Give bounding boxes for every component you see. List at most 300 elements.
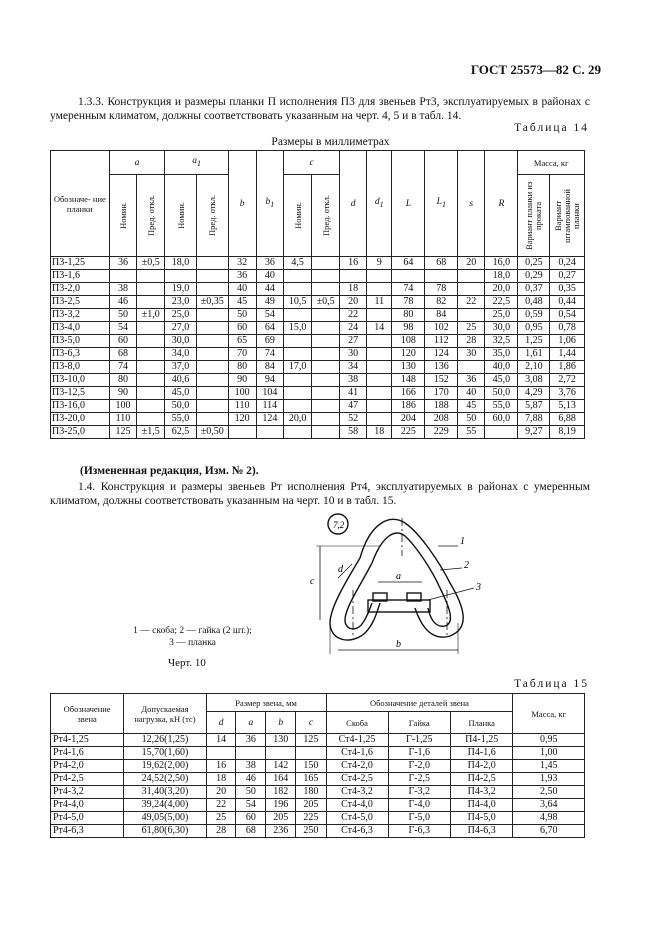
- cell-a1_dev: [196, 257, 228, 270]
- cell-a1_dev: [196, 400, 228, 413]
- cell-b: 50: [228, 309, 256, 322]
- table-15: [50, 693, 585, 838]
- cell-load: 12,26(1,25): [124, 734, 206, 747]
- cell-pl: П4-6,3: [450, 825, 512, 838]
- cell-a1: 18,0: [165, 257, 196, 270]
- cell-d: 38: [340, 374, 367, 387]
- cell-a1_dev: [196, 348, 228, 361]
- cell-a1: 45,0: [165, 387, 196, 400]
- cell-L: 130: [392, 361, 425, 374]
- cell-d1: [367, 361, 392, 374]
- cell-br: Ст4-2,0: [326, 760, 388, 773]
- table-row: [51, 413, 585, 426]
- cell-m: 4,98: [513, 812, 585, 825]
- cell-L: 166: [392, 387, 425, 400]
- cell-b: 130: [266, 734, 296, 747]
- cell-b1: [256, 426, 284, 439]
- cell-m: 0,95: [513, 734, 585, 747]
- mass-var2-header: Вариант штампованной планки: [550, 175, 585, 257]
- cell-b: 45: [228, 296, 256, 309]
- cell-a_dev: [137, 348, 165, 361]
- table-row: [51, 374, 585, 387]
- cell-b1: 49: [256, 296, 284, 309]
- cell-a1_dev: [196, 374, 228, 387]
- cell-L: 78: [392, 296, 425, 309]
- cell-d: 30: [340, 348, 367, 361]
- cell-b: 65: [228, 335, 256, 348]
- dim-a-label: a: [396, 571, 401, 582]
- cell-L1: 208: [425, 413, 458, 426]
- cell-a: 50: [109, 309, 137, 322]
- cell-c: 250: [296, 825, 326, 838]
- a-dev-header: Пред. откл.: [137, 175, 165, 257]
- cell-s: 40: [458, 387, 485, 400]
- table-row: [51, 799, 585, 812]
- cell-a: 68: [236, 825, 266, 838]
- table-row: [51, 825, 585, 838]
- col-designation-header: Обозначе- ние планки: [51, 151, 110, 257]
- cell-d1: [367, 309, 392, 322]
- cell-c_dev: [312, 361, 340, 374]
- col-c-header: c: [284, 151, 340, 175]
- cell-d: 25: [206, 812, 236, 825]
- cell-a: 36: [236, 734, 266, 747]
- cell-d1: 18: [367, 426, 392, 439]
- cell-name: П3-8,0: [51, 361, 110, 374]
- cell-m2: 0,54: [550, 309, 585, 322]
- cell-c_dev: [312, 283, 340, 296]
- cell-c: [284, 400, 312, 413]
- cell-b1: 104: [256, 387, 284, 400]
- cell-a: 54: [109, 322, 137, 335]
- cell-c: [284, 426, 312, 439]
- cell-br: Ст4-4,0: [326, 799, 388, 812]
- cell-R: 25,0: [485, 309, 518, 322]
- table-row: [51, 309, 585, 322]
- cell-m1: 0,37: [518, 283, 550, 296]
- cell-s: [458, 283, 485, 296]
- callout-1: 1: [460, 536, 465, 547]
- table-row: [51, 361, 585, 374]
- cell-L1: 188: [425, 400, 458, 413]
- cell-s: 25: [458, 322, 485, 335]
- cell-m1: 2,10: [518, 361, 550, 374]
- cell-a: 38: [236, 760, 266, 773]
- cell-s: 20: [458, 257, 485, 270]
- cell-b: [266, 747, 296, 760]
- cell-pl: П4-2,5: [450, 773, 512, 786]
- a-nom-header: Номин.: [109, 175, 137, 257]
- cell-m: 2,50: [513, 786, 585, 799]
- cell-d1: [367, 283, 392, 296]
- cell-a1_dev: [196, 335, 228, 348]
- cell-L1: [425, 270, 458, 283]
- cell-a: 60: [109, 335, 137, 348]
- cell-a1: 25,0: [165, 309, 196, 322]
- cell-c_dev: [312, 257, 340, 270]
- cell-a: [236, 747, 266, 760]
- col-L-header: L: [392, 151, 425, 257]
- cell-m1: 0,29: [518, 270, 550, 283]
- cell-name: П3-2,0: [51, 283, 110, 296]
- cell-s: 28: [458, 335, 485, 348]
- cell-br: Ст4-1,6: [326, 747, 388, 760]
- table-15-caption: Таблица 15: [514, 678, 589, 690]
- table-row: [51, 387, 585, 400]
- table-row: [51, 786, 585, 799]
- cell-d1: [367, 387, 392, 400]
- cell-L1: 124: [425, 348, 458, 361]
- table-14-units: Размеры в миллиметрах: [271, 136, 390, 148]
- cell-a1_dev: ±0,50: [196, 426, 228, 439]
- cell-c: 150: [296, 760, 326, 773]
- table-row: [51, 257, 585, 270]
- cell-m1: 9,27: [518, 426, 550, 439]
- cell-b1: 54: [256, 309, 284, 322]
- cell-c_dev: [312, 426, 340, 439]
- cell-pl: П4-1,6: [450, 747, 512, 760]
- cell-c: [284, 374, 312, 387]
- cell-d: 22: [340, 309, 367, 322]
- cell-d: 16: [206, 760, 236, 773]
- cell-b1: 74: [256, 348, 284, 361]
- cell-c: 125: [296, 734, 326, 747]
- cell-L: 204: [392, 413, 425, 426]
- cell-a1_dev: [196, 361, 228, 374]
- cell-nut: Г-3,2: [388, 786, 450, 799]
- cell-c_dev: [312, 348, 340, 361]
- cell-load: 24,52(2,50): [124, 773, 206, 786]
- cell-R: 35,0: [485, 348, 518, 361]
- col-b-header: b: [228, 151, 256, 257]
- cell-m2: 1,44: [550, 348, 585, 361]
- cell-d1: [367, 374, 392, 387]
- cell-name: Рт4-3,2: [51, 786, 124, 799]
- cell-a1_dev: [196, 413, 228, 426]
- cell-L1: 152: [425, 374, 458, 387]
- cell-R: 30,0: [485, 322, 518, 335]
- cell-d: 34: [340, 361, 367, 374]
- cell-a: [109, 270, 137, 283]
- cell-a1_dev: ±0,35: [196, 296, 228, 309]
- cell-br: Ст4-3,2: [326, 786, 388, 799]
- cell-m: 1,45: [513, 760, 585, 773]
- cell-L1: 102: [425, 322, 458, 335]
- cell-R: 50,0: [485, 387, 518, 400]
- cell-d: 22: [206, 799, 236, 812]
- cell-s: 22: [458, 296, 485, 309]
- cell-L1: 229: [425, 426, 458, 439]
- cell-c: [284, 270, 312, 283]
- cell-b: 110: [228, 400, 256, 413]
- cell-br: Ст4-6,3: [326, 825, 388, 838]
- cell-a_dev: [137, 387, 165, 400]
- legend-line-1: 1 — скоба; 2 — гайка (2 шт.);: [133, 626, 252, 636]
- shackle-outer-right: [360, 519, 463, 637]
- cell-m2: 3,76: [550, 387, 585, 400]
- drawing-10: [290, 508, 510, 658]
- cell-load: 39,24(4,00): [124, 799, 206, 812]
- cell-nut: Г-6,3: [388, 825, 450, 838]
- cell-R: 55,0: [485, 400, 518, 413]
- cell-name: П3-16,0: [51, 400, 110, 413]
- cell-d1: 11: [367, 296, 392, 309]
- legend-line-2: 3 — планка: [169, 638, 216, 648]
- col-b1-header: $b_1$: [256, 151, 284, 257]
- table-row: [51, 270, 585, 283]
- cell-c: 15,0: [284, 322, 312, 335]
- cell-b1: 84: [256, 361, 284, 374]
- table-row: [51, 812, 585, 825]
- c-dev-header: Пред. откл.: [312, 175, 340, 257]
- cell-m2: 0,78: [550, 322, 585, 335]
- cell-m2: 2,72: [550, 374, 585, 387]
- cell-a: 74: [109, 361, 137, 374]
- cell-L1: 84: [425, 309, 458, 322]
- cell-m1: 0,95: [518, 322, 550, 335]
- cell-d: 58: [340, 426, 367, 439]
- cell-b: 90: [228, 374, 256, 387]
- t15-plate-header: Планка: [450, 712, 512, 734]
- cell-d: 52: [340, 413, 367, 426]
- col-mass-header: Масса, кг: [518, 151, 585, 175]
- cell-m2: 1,06: [550, 335, 585, 348]
- cell-name: П3-5,0: [51, 335, 110, 348]
- cell-b: 196: [266, 799, 296, 812]
- cell-b1: 36: [256, 257, 284, 270]
- t15-mass-header: Масса, кг: [513, 694, 585, 734]
- cell-a1: 23,0: [165, 296, 196, 309]
- cell-c: [284, 283, 312, 296]
- cell-a_dev: [137, 322, 165, 335]
- table-row: [51, 335, 585, 348]
- cell-c: [284, 348, 312, 361]
- cell-pl: П4-3,2: [450, 786, 512, 799]
- cell-c_dev: [312, 374, 340, 387]
- cell-a: 46: [236, 773, 266, 786]
- cell-name: Рт4-1,25: [51, 734, 124, 747]
- cell-d1: 14: [367, 322, 392, 335]
- cell-d1: [367, 413, 392, 426]
- edit-note: (Измененная редакция, Изм. № 2).: [80, 465, 259, 477]
- cell-a: 110: [109, 413, 137, 426]
- paragraph-1-4: 1.4. Конструкция и размеры звеньев Рт исполнения Рт4, эксплуатируемых в районах с умеренным климатом, должны соответствовать указанным на черт. 10 и в табл. 15.: [50, 481, 590, 507]
- col-s-header: s: [458, 151, 485, 257]
- page-header: ГОСТ 25573—82 С. 29: [470, 62, 601, 77]
- table-row: [51, 348, 585, 361]
- table-14: [50, 150, 585, 439]
- cell-d: 28: [206, 825, 236, 838]
- cell-pl: П4-5,0: [450, 812, 512, 825]
- shackle-inner-left: [345, 563, 372, 629]
- cell-b: 182: [266, 786, 296, 799]
- cell-br: Ст4-1,25: [326, 734, 388, 747]
- t15-c-header: c: [296, 712, 326, 734]
- cell-m: 6,70: [513, 825, 585, 838]
- cell-nut: Г-1,25: [388, 734, 450, 747]
- cell-a_dev: ±0,5: [137, 257, 165, 270]
- cell-b: 120: [228, 413, 256, 426]
- table-row: [51, 426, 585, 439]
- cell-c: 165: [296, 773, 326, 786]
- cell-a: 36: [109, 257, 137, 270]
- cell-d: 18: [206, 773, 236, 786]
- cell-a: 90: [109, 387, 137, 400]
- cell-nut: Г-2,0: [388, 760, 450, 773]
- cell-c_dev: [312, 322, 340, 335]
- cell-L: 186: [392, 400, 425, 413]
- cell-c: 180: [296, 786, 326, 799]
- table-row: [51, 283, 585, 296]
- cell-name: П3-4,0: [51, 322, 110, 335]
- cell-b: 142: [266, 760, 296, 773]
- figure-caption: Черт. 10: [168, 657, 206, 669]
- cell-a: 50: [236, 786, 266, 799]
- cell-m1: 0,59: [518, 309, 550, 322]
- mass-var1-header: Вариант планки из проката: [518, 175, 550, 257]
- cell-a_dev: [137, 413, 165, 426]
- cell-a1: 30,0: [165, 335, 196, 348]
- cell-b1: 40: [256, 270, 284, 283]
- cell-s: 45: [458, 400, 485, 413]
- cell-d: 20: [340, 296, 367, 309]
- cell-nut: Г-4,0: [388, 799, 450, 812]
- cell-m2: 0,24: [550, 257, 585, 270]
- cell-c: [296, 747, 326, 760]
- cell-name: П3-1,25: [51, 257, 110, 270]
- cell-a_dev: ±1,5: [137, 426, 165, 439]
- roughness-value: 7,2: [333, 520, 345, 530]
- cell-nut: Г-2,5: [388, 773, 450, 786]
- cell-name: Рт4-1,6: [51, 747, 124, 760]
- cell-a: 68: [109, 348, 137, 361]
- cell-name: Рт4-6,3: [51, 825, 124, 838]
- cell-name: Рт4-2,5: [51, 773, 124, 786]
- cell-d: 18: [340, 283, 367, 296]
- col-a-header: a: [109, 151, 165, 175]
- cell-a_dev: [137, 400, 165, 413]
- cell-s: 30: [458, 348, 485, 361]
- cell-L: 74: [392, 283, 425, 296]
- t15-designation-header: Обозначение звена: [51, 694, 124, 734]
- cell-b: 205: [266, 812, 296, 825]
- cell-L1: 136: [425, 361, 458, 374]
- cell-a1_dev: [196, 283, 228, 296]
- cell-b1: 64: [256, 322, 284, 335]
- cell-name: П3-20,0: [51, 413, 110, 426]
- cell-d: 41: [340, 387, 367, 400]
- cell-br: Ст4-5,0: [326, 812, 388, 825]
- cell-d1: [367, 348, 392, 361]
- cell-R: 60,0: [485, 413, 518, 426]
- col-d-header: d: [340, 151, 367, 257]
- table-row: [51, 773, 585, 786]
- cell-R: 16,0: [485, 257, 518, 270]
- cell-a1: 55,0: [165, 413, 196, 426]
- t15-nut-header: Гайка: [388, 712, 450, 734]
- cell-m2: 6,88: [550, 413, 585, 426]
- cell-L: 148: [392, 374, 425, 387]
- cell-d: 27: [340, 335, 367, 348]
- cell-b: 32: [228, 257, 256, 270]
- table-row: [51, 322, 585, 335]
- cell-a_dev: [137, 361, 165, 374]
- cell-s: [458, 361, 485, 374]
- cell-m2: 1,86: [550, 361, 585, 374]
- cell-d1: [367, 270, 392, 283]
- cell-R: 45,0: [485, 374, 518, 387]
- t15-d-header: d: [206, 712, 236, 734]
- cell-L: 98: [392, 322, 425, 335]
- figure-legend: [100, 625, 285, 649]
- table-row: [51, 747, 585, 760]
- cell-c_dev: [312, 309, 340, 322]
- cell-a_dev: [137, 335, 165, 348]
- cell-m2: 8,19: [550, 426, 585, 439]
- cell-R: 40,0: [485, 361, 518, 374]
- cell-c_dev: [312, 270, 340, 283]
- cell-br: Ст4-2,5: [326, 773, 388, 786]
- cell-m1: 0,25: [518, 257, 550, 270]
- cell-pl: П4-2,0: [450, 760, 512, 773]
- cell-s: 36: [458, 374, 485, 387]
- cell-c: 10,5: [284, 296, 312, 309]
- cell-d1: [367, 335, 392, 348]
- cell-d: 24: [340, 322, 367, 335]
- table-row: [51, 734, 585, 747]
- cell-c: 225: [296, 812, 326, 825]
- cell-m1: 3,08: [518, 374, 550, 387]
- cell-b: 60: [228, 322, 256, 335]
- cell-L: 225: [392, 426, 425, 439]
- cell-d: 16: [340, 257, 367, 270]
- cell-m1: 7,88: [518, 413, 550, 426]
- cell-a: 38: [109, 283, 137, 296]
- cell-m2: 0,27: [550, 270, 585, 283]
- cell-a1: 27,0: [165, 322, 196, 335]
- cell-a1: 62,5: [165, 426, 196, 439]
- cell-m1: 0,48: [518, 296, 550, 309]
- cell-L1: 78: [425, 283, 458, 296]
- cell-m2: 0,44: [550, 296, 585, 309]
- cell-L1: 170: [425, 387, 458, 400]
- table-row: [51, 760, 585, 773]
- cell-L: 108: [392, 335, 425, 348]
- cell-a: 46: [109, 296, 137, 309]
- cell-load: 49,05(5,00): [124, 812, 206, 825]
- cell-c: [284, 309, 312, 322]
- cell-s: [458, 270, 485, 283]
- cell-a1: [165, 270, 196, 283]
- cell-name: П3-12,5: [51, 387, 110, 400]
- t15-a-header: a: [236, 712, 266, 734]
- t15-parts-header: Обозначение деталей звена: [326, 694, 513, 712]
- cell-b1: 69: [256, 335, 284, 348]
- cell-L1: 112: [425, 335, 458, 348]
- cell-c_dev: [312, 335, 340, 348]
- table-14-caption: Таблица 14: [514, 122, 589, 134]
- cell-load: 31,40(3,20): [124, 786, 206, 799]
- t15-b-header: b: [266, 712, 296, 734]
- cell-m: 3,64: [513, 799, 585, 812]
- cell-d: 14: [206, 734, 236, 747]
- cell-L: [392, 270, 425, 283]
- cell-L: 64: [392, 257, 425, 270]
- cell-c_dev: [312, 387, 340, 400]
- cell-c: [284, 387, 312, 400]
- t15-load-header: Допускаемая нагрузка, кН (тс): [124, 694, 206, 734]
- cell-name: П3-3,2: [51, 309, 110, 322]
